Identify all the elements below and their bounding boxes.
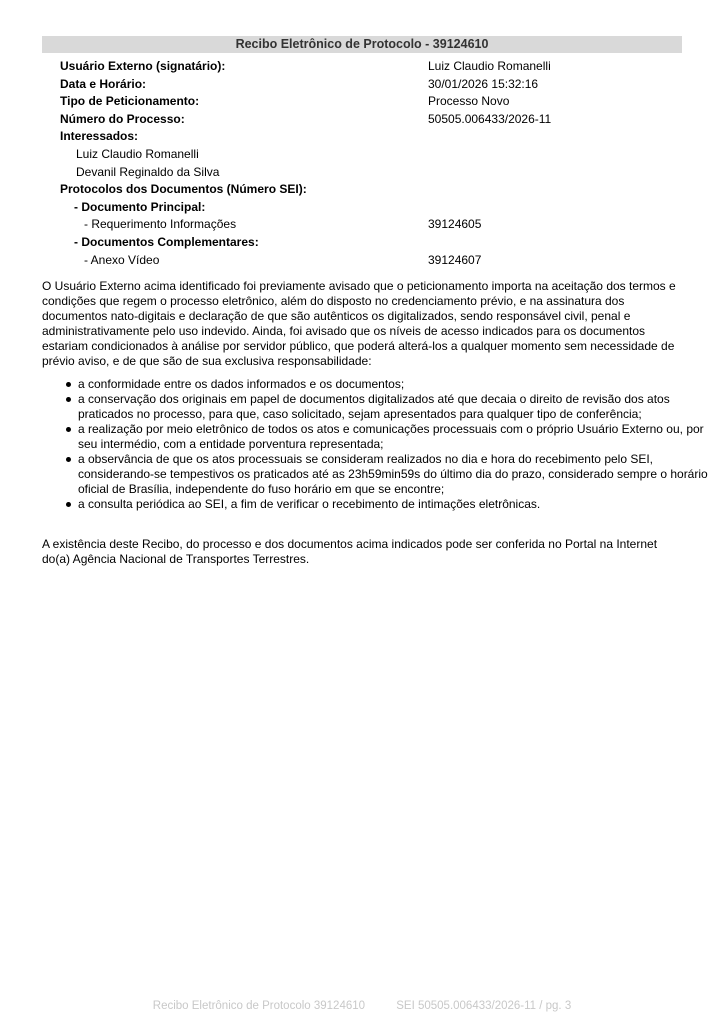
doc-principal-item: [60, 216, 680, 234]
list-item: a observância de que os atos processuais se consideram realizados no dia e hora do recebimento pelo SEI, considerando-se tempestivos os praticados até as 23h59min59s do último dia do prazo, considerado sempre o horário oficial de Brasília, independente do fuso horário em que se encontre;: [78, 452, 720, 497]
protocolos-label: Protocolos dos Documentos (Número SEI):: [60, 182, 307, 197]
interessado-item: [60, 146, 680, 164]
numero-label: Número do Processo:: [60, 111, 185, 126]
info-row-interessados: [60, 128, 680, 146]
info-row-data: [60, 76, 680, 94]
doc-compl-name: - Anexo Vídeo: [84, 252, 160, 267]
terms-paragraph: O Usuário Externo acima identificado foi previamente avisado que o peticionamento importa na aceitação dos termos e condições que regem o processo eletrônico, além do disposto no credenciamento prévio, e na assinatura dos documentos nato-digitais e declaração de que são autênticos os digitalizados, sendo responsável civil, penal e administrativamente pelo uso indevido. Ainda, foi avisado que os níveis de acesso indicados para os documentos estariam condicionados à análise por servidor público, que poderá alterá-los a qualquer momento sem necessidade de prévio aviso, e de que são de sua exclusiva responsabilidade:: [42, 279, 676, 368]
receipt-title: Recibo Eletrônico de Protocolo - 39124610: [42, 36, 682, 53]
info-row-doc-principal: [60, 199, 680, 217]
data-value: 30/01/2026 15:32:16: [428, 76, 539, 91]
usuario-value: Luiz Claudio Romanelli: [428, 59, 551, 73]
page-footer: [0, 1000, 724, 1012]
list-item: a consulta periódica ao SEI, a fim de verificar o recebimento de intimações eletrônicas.: [78, 497, 720, 512]
receipt-info: [60, 58, 680, 269]
doc-compl-number: 39124607: [428, 252, 482, 267]
doc-principal-label: - Documento Principal:: [74, 199, 206, 214]
info-row-doc-compl: [60, 234, 680, 252]
doc-principal-number: 39124605: [428, 217, 482, 232]
footer-receipt-label: Recibo Eletrônico de Protocolo 39124610: [152, 1000, 366, 1012]
info-row-numero: [60, 111, 680, 129]
data-label: Data e Horário:: [60, 76, 147, 91]
doc-compl-label: - Documentos Complementares:: [74, 234, 259, 249]
numero-value: 50505.006433/2026-11: [428, 111, 552, 126]
tipo-label: Tipo de Peticionamento:: [60, 94, 200, 109]
info-row-usuario: [60, 58, 680, 76]
list-item: a conformidade entre os dados informados e os documentos;: [78, 377, 720, 392]
terms-list: [42, 377, 720, 512]
list-item: a conservação dos originais em papel de documentos digitalizados até que decaia o direito de revisão dos atos praticados no processo, para que, caso solicitado, sejam apresentados para qualquer tipo de conferência;: [78, 392, 720, 422]
list-item: a realização por meio eletrônico de todos os atos e comunicações processuais com o próprio Usuário Externo ou, por seu intermédio, com a entidade porventura representada;: [78, 422, 720, 452]
info-row-protocolos: [60, 181, 680, 199]
footer-page-info: SEI 50505.006433/2026-11 / pg. 3: [396, 1000, 572, 1012]
doc-principal-name: - Requerimento Informações: [84, 217, 237, 232]
usuario-label: Usuário Externo (signatário):: [60, 59, 226, 73]
info-row-tipo: [60, 93, 680, 111]
interessado-name: Devanil Reginaldo da Silva: [76, 164, 220, 179]
interessados-label: Interessados:: [60, 129, 139, 144]
tipo-value: Processo Novo: [428, 94, 510, 109]
interessado-name: Luiz Claudio Romanelli: [76, 146, 199, 161]
doc-compl-item: [60, 252, 680, 270]
verification-paragraph: A existência deste Recibo, do processo e dos documentos acima indicados pode ser conferida no Portal na Internet do(a) Agência Nacional de Transportes Terrestres.: [42, 537, 658, 566]
interessado-item: [60, 164, 680, 182]
